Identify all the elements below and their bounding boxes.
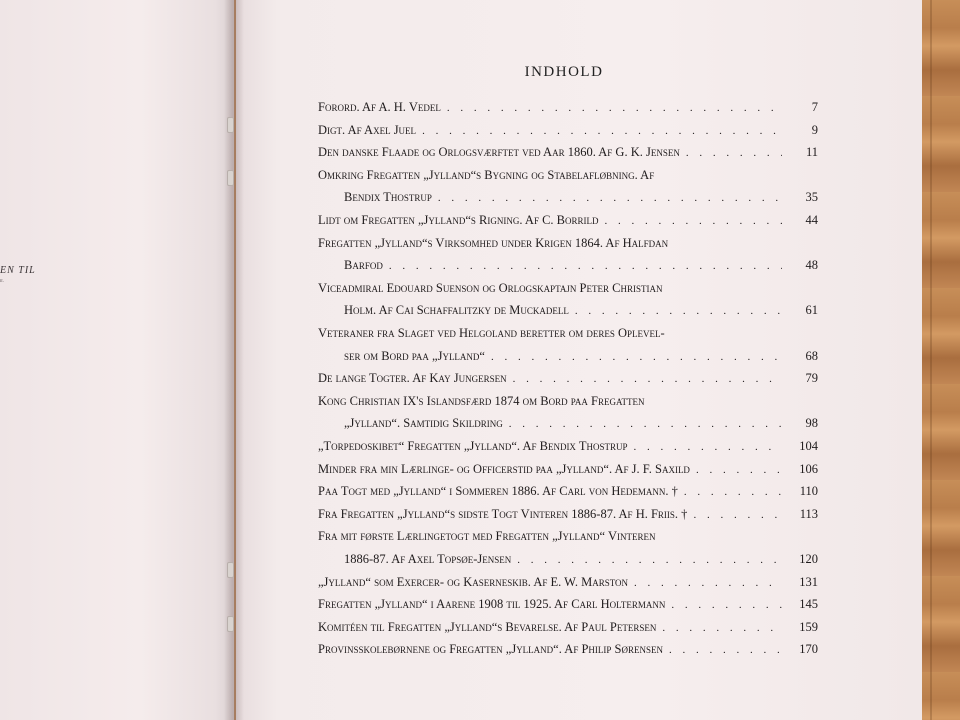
left-page-fragment: EN TIL	[0, 265, 36, 276]
toc-entry-title: Fregatten „Jylland“s Virksomhed under Krigen 1864. Af Halfdan	[318, 235, 669, 250]
toc-page-number: 79	[805, 371, 818, 386]
toc-entry-title: Den danske Flaade og Orlogsværftet ved Aar 1860. Af G. K. Jensen	[318, 145, 680, 160]
dot-leader	[686, 147, 782, 159]
toc-entry	[318, 597, 818, 619]
dot-leader	[517, 554, 782, 566]
toc-entry-title: Fregatten „Jylland“ i Aarene 1908 til 1925. Af Carl Holtermann	[318, 597, 666, 612]
dot-leader	[605, 215, 782, 227]
toc-entry-title: Komitéen til Fregatten „Jylland“s Bevarelse. Af Paul Petersen	[318, 619, 657, 634]
toc-entry	[318, 507, 818, 529]
toc-entry-title: 1886-87. Af Axel Topsøe-Jensen	[344, 552, 512, 566]
toc-entry	[318, 145, 818, 167]
toc-page-number: 106	[799, 461, 818, 476]
toc-page-number: 159	[799, 619, 818, 634]
dot-leader	[669, 644, 782, 656]
toc-entry-title: Paa Togt med „Jylland“ i Sommeren 1886. Af Carl von Hedemann. †	[318, 484, 678, 499]
toc-page-number: 131	[799, 574, 818, 589]
left-page-fragment-small: r.	[0, 278, 4, 284]
toc-page-number: 68	[805, 348, 818, 363]
toc-entry	[318, 529, 656, 551]
toc-entry	[318, 394, 644, 416]
toc-entry-title: Omkring Fregatten „Jylland“s Bygning og Stabelafløbning. Af	[318, 167, 655, 182]
toc-entry-title: „Jylland“ som Exercer- og Kaserneskib. Af E. W. Marston	[318, 574, 629, 589]
toc-entry-title: Digt. Af Axel Juel	[318, 122, 417, 137]
toc-entry	[318, 620, 818, 642]
toc-page-number: 120	[799, 552, 818, 566]
toc-page-number: 170	[799, 642, 818, 657]
toc-entry	[318, 100, 818, 122]
toc-entry-title: Kong Christian IX's Islandsfærd 1874 om Bord paa Fregatten	[318, 393, 645, 408]
dot-leader	[671, 599, 782, 611]
toc-entry-title: Forord. Af A. H. Vedel	[318, 100, 441, 114]
dot-leader	[389, 260, 782, 272]
toc-entry	[318, 349, 818, 371]
toc-page-number: 98	[805, 416, 818, 431]
toc-entry	[318, 642, 818, 664]
toc-entry-title: Bendix Thostrup	[344, 190, 432, 205]
dot-leader	[513, 373, 782, 385]
binding-stitch	[227, 616, 234, 632]
toc-page-number: 104	[799, 439, 818, 453]
left-page	[0, 0, 234, 720]
toc-entry	[318, 236, 668, 258]
toc-entry-title: Barfod	[344, 258, 383, 273]
binding-stitch	[227, 170, 234, 186]
dot-leader	[509, 418, 782, 430]
toc-page-number: 61	[805, 303, 818, 318]
wooden-table-edge	[920, 0, 960, 720]
toc-entry	[318, 190, 818, 212]
toc-entry	[318, 462, 818, 484]
page-heading: INDHOLD	[524, 64, 604, 80]
left-page-text	[0, 265, 60, 284]
toc-entry	[318, 258, 818, 280]
toc-entry-title: Viceadmiral Edouard Suenson og Orlogskaptajn Peter Christian	[318, 280, 663, 295]
toc-entry-title: „Torpedoskibet“ Fregatten „Jylland“. Af Bendix Thostrup	[318, 439, 628, 453]
binding-stitch	[227, 117, 234, 133]
toc-entry	[318, 326, 665, 348]
book-gutter	[224, 0, 244, 720]
toc-entry-title: Fra Fregatten „Jylland“s sidste Togt Vinteren 1886-87. Af H. Friis. †	[318, 506, 688, 521]
dot-leader	[422, 125, 782, 137]
toc-entry	[318, 213, 818, 235]
toc-entry	[318, 371, 818, 393]
dot-leader	[662, 622, 782, 634]
dot-leader	[447, 102, 782, 114]
dot-leader	[684, 486, 782, 498]
toc-entry-title: ser om Bord paa „Jylland“	[344, 348, 485, 363]
toc-entry	[318, 484, 818, 506]
toc-entry-title: Minder fra min Lærlinge- og Officerstid paa „Jylland“. Af J. F. Saxild	[318, 461, 690, 476]
dot-leader	[575, 305, 782, 317]
toc-entry-title: Lidt om Fregatten „Jylland“s Rigning. Af C. Borrild	[318, 213, 599, 227]
dot-leader	[633, 441, 782, 453]
toc-entry-title: Veteraner fra Slaget ved Helgoland beretter om deres Oplevel-	[318, 326, 665, 340]
toc-entry-title: Fra mit første Lærlingetogt med Fregatten „Jylland“ Vinteren	[318, 529, 656, 544]
toc-entry	[318, 552, 818, 574]
toc-entry	[318, 123, 818, 145]
toc-page-number: 7	[811, 100, 818, 114]
toc-entry	[318, 439, 818, 461]
toc-page-number: 9	[811, 122, 818, 137]
toc-page-number: 48	[805, 258, 818, 273]
toc-entry	[318, 416, 818, 438]
dot-leader	[696, 464, 782, 476]
toc-page-number: 11	[805, 145, 818, 160]
toc-entry-title: „Jylland“. Samtidig Skildring	[344, 416, 503, 431]
dot-leader	[693, 509, 782, 521]
dot-leader	[634, 577, 782, 589]
toc-page-number: 110	[799, 484, 818, 499]
toc-entry-title: Holm. Af Cai Schaffalitzky de Muckadell	[344, 303, 569, 318]
toc-entry	[318, 575, 818, 597]
toc-page-number: 44	[805, 213, 818, 227]
toc-entry-title: De lange Togter. Af Kay Jungersen	[318, 371, 507, 386]
dot-leader	[438, 192, 782, 204]
toc-page-number: 145	[799, 597, 818, 612]
toc-entry	[318, 168, 654, 190]
toc-entry	[318, 281, 662, 303]
binding-stitch	[227, 562, 234, 578]
dot-leader	[491, 351, 782, 363]
toc-page-number: 113	[799, 506, 818, 521]
toc-page-number: 35	[805, 190, 818, 205]
toc-entry-title: Provinsskolebørnene og Fregatten „Jylland“. Af Philip Sørensen	[318, 642, 663, 657]
toc-entry	[318, 303, 818, 325]
